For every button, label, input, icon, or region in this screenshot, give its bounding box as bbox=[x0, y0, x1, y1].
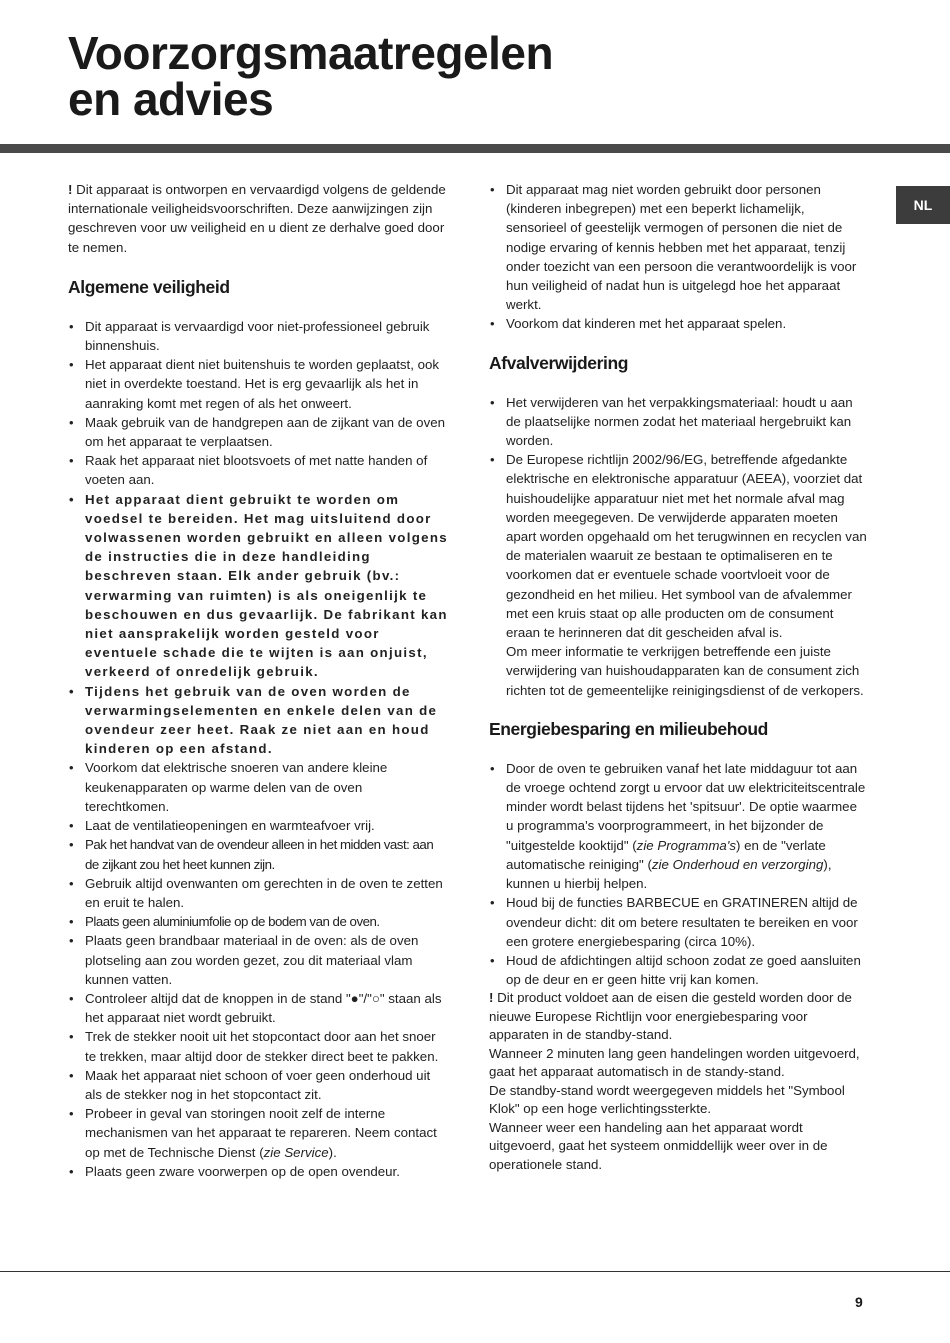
language-tab: NL bbox=[896, 186, 950, 224]
list-item: • Plaats geen aluminiumfolie op de bodem van de oven. bbox=[68, 912, 448, 931]
programs-reference: zie Programma's bbox=[636, 837, 737, 853]
warning-mark: ! bbox=[489, 990, 494, 1006]
maintenance-reference: zie Onderhoud en verzorging bbox=[651, 856, 824, 872]
list-item: • Houd bij de functies BARBECUE en GRATINEREN altijd de ovendeur dicht: dit om betere resultaten te bereiken en voor een grotere energiebesparing (circa 10%). bbox=[489, 893, 867, 951]
list-item: • Voorkom dat elektrische snoeren van andere kleine keukenapparaten op warme delen van de oven terechtkomen. bbox=[68, 758, 448, 816]
standby-paragraph: Wanneer 2 minuten lang geen handelingen worden uitgevoerd, gaat het apparaat automatisch in de standy-stand. bbox=[489, 1045, 860, 1080]
service-reference: zie Service bbox=[263, 1144, 329, 1160]
standby-paragraph: Wanneer weer een handeling aan het apparaat wordt uitgevoerd, gaat het systeem onmiddellijk weer over in de operationele stand. bbox=[489, 1119, 828, 1172]
energy-text: Door de oven te gebruiken vanaf het late middaguur tot aan de vroege ochtend zorgt u ervoor dat uw elektriciteitscentrale minder wordt belast tijdens het 'spitsuur'. De optie waarmee u programma's voorprogrammeert, in het bijzonder de "uitgestelde kooktijd" ( bbox=[506, 760, 866, 853]
list-item-emphasis: • Tijdens het gebruik van de oven worden de verwarmingselementen en enkele delen van de ovendeur zeer heet. Raak ze niet aan en houd kinderen op een afstand. bbox=[68, 682, 448, 759]
list-item: • Dit apparaat mag niet worden gebruikt door personen (kinderen inbegrepen) met een beperkt lichamelijk, sensorieel of geestelijk vermogen of personen die niet de nodige ervaring of kennis hebben met het apparaat, tenzij onder toezicht van een persoon die verantwoordelijk is voor hun veiligheid of nadat hun is uitgelegd hoe het apparaat werkt. bbox=[489, 180, 867, 314]
supervision-list bbox=[489, 180, 867, 334]
page-number: 9 bbox=[855, 1294, 863, 1310]
service-close: ). bbox=[328, 1144, 337, 1160]
list-item: • Maak het apparaat niet schoon of voer geen onderhoud uit als de stekker nog in het stopcontact zit. bbox=[68, 1066, 448, 1104]
list-item bbox=[489, 759, 867, 893]
list-item: • Maak gebruik van de handgrepen aan de zijkant van de oven om het apparaat te verplaatsen. bbox=[68, 413, 448, 451]
list-item bbox=[489, 450, 867, 700]
list-item: • Het apparaat dient niet buitenshuis te worden geplaatst, ook niet in overdekte toestand. Het is erg gevaarlijk als het in aanraking komt met regen of als het onweert. bbox=[68, 355, 448, 413]
product-note-text: Dit product voldoet aan de eisen die gesteld worden door de nieuwe Europese Richtlijn voor energiebesparing voor apparaten in de standby-stand. bbox=[489, 990, 852, 1043]
page-title-line1: Voorzorgsmaatregelen bbox=[68, 27, 554, 79]
list-item: • Houd de afdichtingen altijd schoon zodat ze goed aansluiten op de deur en er geen hitte vrij kan komen. bbox=[489, 951, 867, 989]
list-item: • Dit apparaat is vervaardigd voor niet-professioneel gebruik binnenshuis. bbox=[68, 317, 448, 355]
section-heading-waste: Afvalverwijdering bbox=[489, 352, 629, 373]
list-item: • Controleer altijd dat de knoppen in de stand "●"/"○" staan als het apparaat niet wordt gebruikt. bbox=[68, 989, 448, 1027]
intro-paragraph bbox=[68, 180, 448, 257]
left-column bbox=[68, 180, 448, 1181]
header-divider bbox=[0, 144, 950, 153]
list-item-emphasis: • Het apparaat dient gebruikt te worden om voedsel te bereiden. Het mag uitsluitend door volwassenen worden gebruikt en alleen volgens de instructies die in deze handleiding beschreven staan. Elk ander gebruik (bv.: verwarming van ruimten) is als oneigenlijk te beschouwen en dus gevaarlijk. De fabrikant kan niet aansprakelijk worden gesteld voor eventuele schade die te wijten is aan onjuist, verkeerd of onredelijk gebruik. bbox=[68, 490, 448, 682]
service-text: Probeer in geval van storingen nooit zelf de interne mechanismen van het apparaat te repareren. Neem contact op met de Technische Dienst ( bbox=[85, 1106, 437, 1160]
list-item: • Trek de stekker nooit uit het stopcontact door aan het snoer te trekken, maar altijd door de stekker direct beet te pakken. bbox=[68, 1027, 448, 1065]
list-item: • Plaats geen zware voorwerpen op de open ovendeur. bbox=[68, 1162, 448, 1181]
energy-text: ), kunnen u hierbij helpen. bbox=[506, 856, 832, 892]
intro-text: Dit apparaat is ontworpen en vervaardigd volgens de geldende internationale veiligheidsvoorschriften. Deze aanwijzingen zijn geschreven voor uw veiligheid en u dient ze derhalve goed door te nemen. bbox=[68, 182, 446, 255]
section-heading-energy: Energiebesparing en milieubehoud bbox=[489, 718, 768, 739]
waste-list bbox=[489, 393, 867, 700]
weee-text: De Europese richtlijn 2002/96/EG, betreffende afgedankte elektrische en elektronische apparatuur (AEEA), voorziet dat huishoudelijke apparatuur niet met het normale afval mag worden meegegeven. De verwijderde apparaten moeten apart worden opgehaald om het terugwinnen en recyclen van de materialen waaruit ze bestaan te optimaliseren en te voorkomen dat er eventuele schade voortvloeit voor de gezondheid en het milieu. Het symbool van de afvalemmer met een kruis staat op alle producten om de consument eraan te herinneren dat dit gescheiden afval is. bbox=[506, 452, 867, 641]
list-item bbox=[68, 1104, 448, 1162]
page-title bbox=[68, 27, 554, 125]
list-item: • Pak het handvat van de ovendeur alleen in het midden vast: aan de zijkant zou het heet kunnen zijn. bbox=[68, 835, 448, 873]
standby-paragraph: De standby-stand wordt weergegeven middels het "Symbool Klok" op een hoge verlichtingssterkte. bbox=[489, 1082, 845, 1117]
list-item: • Voorkom dat kinderen met het apparaat spelen. bbox=[489, 314, 867, 333]
list-item: • Het verwijderen van het verpakkingsmateriaal: houdt u aan de plaatselijke normen zodat het materiaal hergebruikt kan worden. bbox=[489, 393, 867, 451]
energy-list bbox=[489, 759, 867, 989]
list-item: • Laat de ventilatieopeningen en warmteafvoer vrij. bbox=[68, 816, 448, 835]
standby-note bbox=[489, 989, 867, 1045]
weee-more-info: Om meer informatie te verkrijgen betreffende een juiste verwijdering van huishoudapparaten kan de consument zich richten tot de gemeentelijke reinigingsdienst of de verkopers. bbox=[506, 644, 864, 698]
right-column bbox=[489, 180, 867, 1174]
list-item: • Gebruik altijd ovenwanten om gerechten in de oven te zetten en eruit te halen. bbox=[68, 874, 448, 912]
page-title-line2: en advies bbox=[68, 73, 274, 125]
list-item: • Plaats geen brandbaar materiaal in de oven: als de oven plotseling aan zou worden gezet, zou dit materiaal vlam kunnen vatten. bbox=[68, 931, 448, 989]
section-heading-general-safety: Algemene veiligheid bbox=[68, 276, 230, 297]
general-safety-list bbox=[68, 317, 448, 1181]
list-item: • Raak het apparaat niet blootsvoets of met natte handen of voeten aan. bbox=[68, 451, 448, 489]
warning-mark: ! bbox=[68, 182, 73, 197]
footer-divider bbox=[0, 1271, 950, 1272]
energy-text: ) en de "verlate automatische reiniging" ( bbox=[506, 837, 826, 872]
